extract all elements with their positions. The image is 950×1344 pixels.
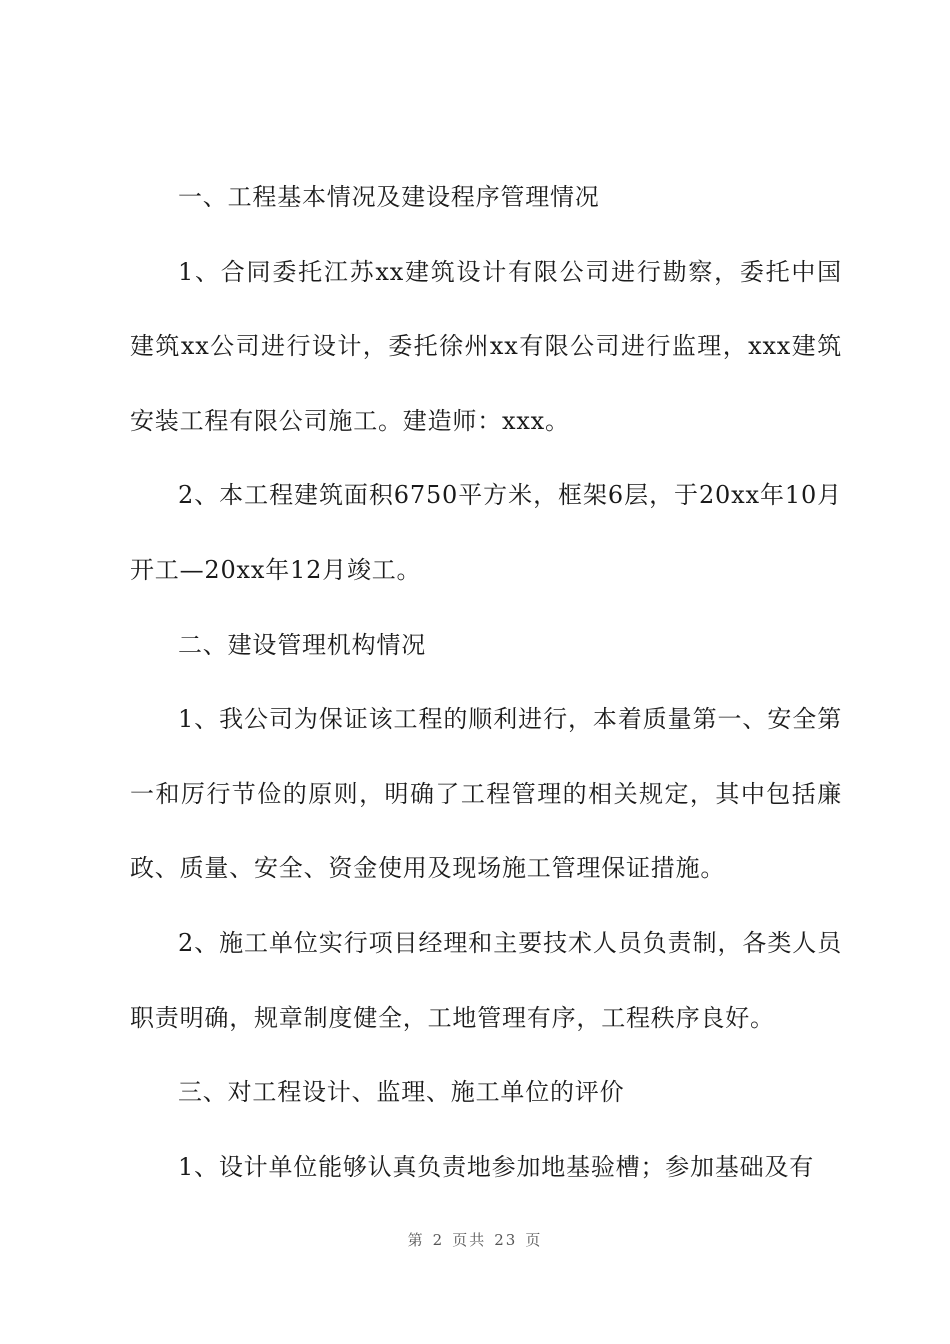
footer-suffix: 页 [525,1231,543,1249]
footer-page-number: 2 [432,1231,445,1249]
section-3-paragraph-1: 1、设计单位能够认真负责地参加地基验槽；参加基础及有 [178,1152,815,1181]
section-2-paragraph-1: 1、我公司为保证该工程的顺利进行，本着质量第一、安全第一和厉行节俭的原则，明确了工程管理的相关规定，其中包括廉政、质量、安全、资金使用及现场施工管理保证措施。 [130,705,842,883]
page-footer [0,1229,950,1250]
document-body [130,160,842,1204]
footer-middle: 页共 [452,1231,487,1249]
section-2-paragraph-2: 2、施工单位实行项目经理和主要技术人员负责制，各类人员职责明确，规章制度健全，工地管理有序，工程秩序良好。 [130,928,842,1032]
footer-prefix: 第 [407,1231,425,1249]
section-3-heading: 三、对工程设计、监理、施工单位的评价 [178,1078,625,1107]
section-1-paragraph-1: 1、合同委托江苏xx建筑设计有限公司进行勘察，委托中国建筑xx公司进行设计，委托徐州xx有限公司进行监理，xxx建筑安装工程有限公司施工。建造师：xxx。 [130,257,842,435]
section-2-heading: 二、建设管理机构情况 [178,630,426,659]
section-1-heading: 一、工程基本情况及建设程序管理情况 [178,183,600,211]
footer-total-pages: 23 [494,1231,518,1249]
section-1-paragraph-2: 2、本工程建筑面积6750平方米，框架6层，于20xx年10月开工—20xx年12月竣工。 [130,481,842,584]
